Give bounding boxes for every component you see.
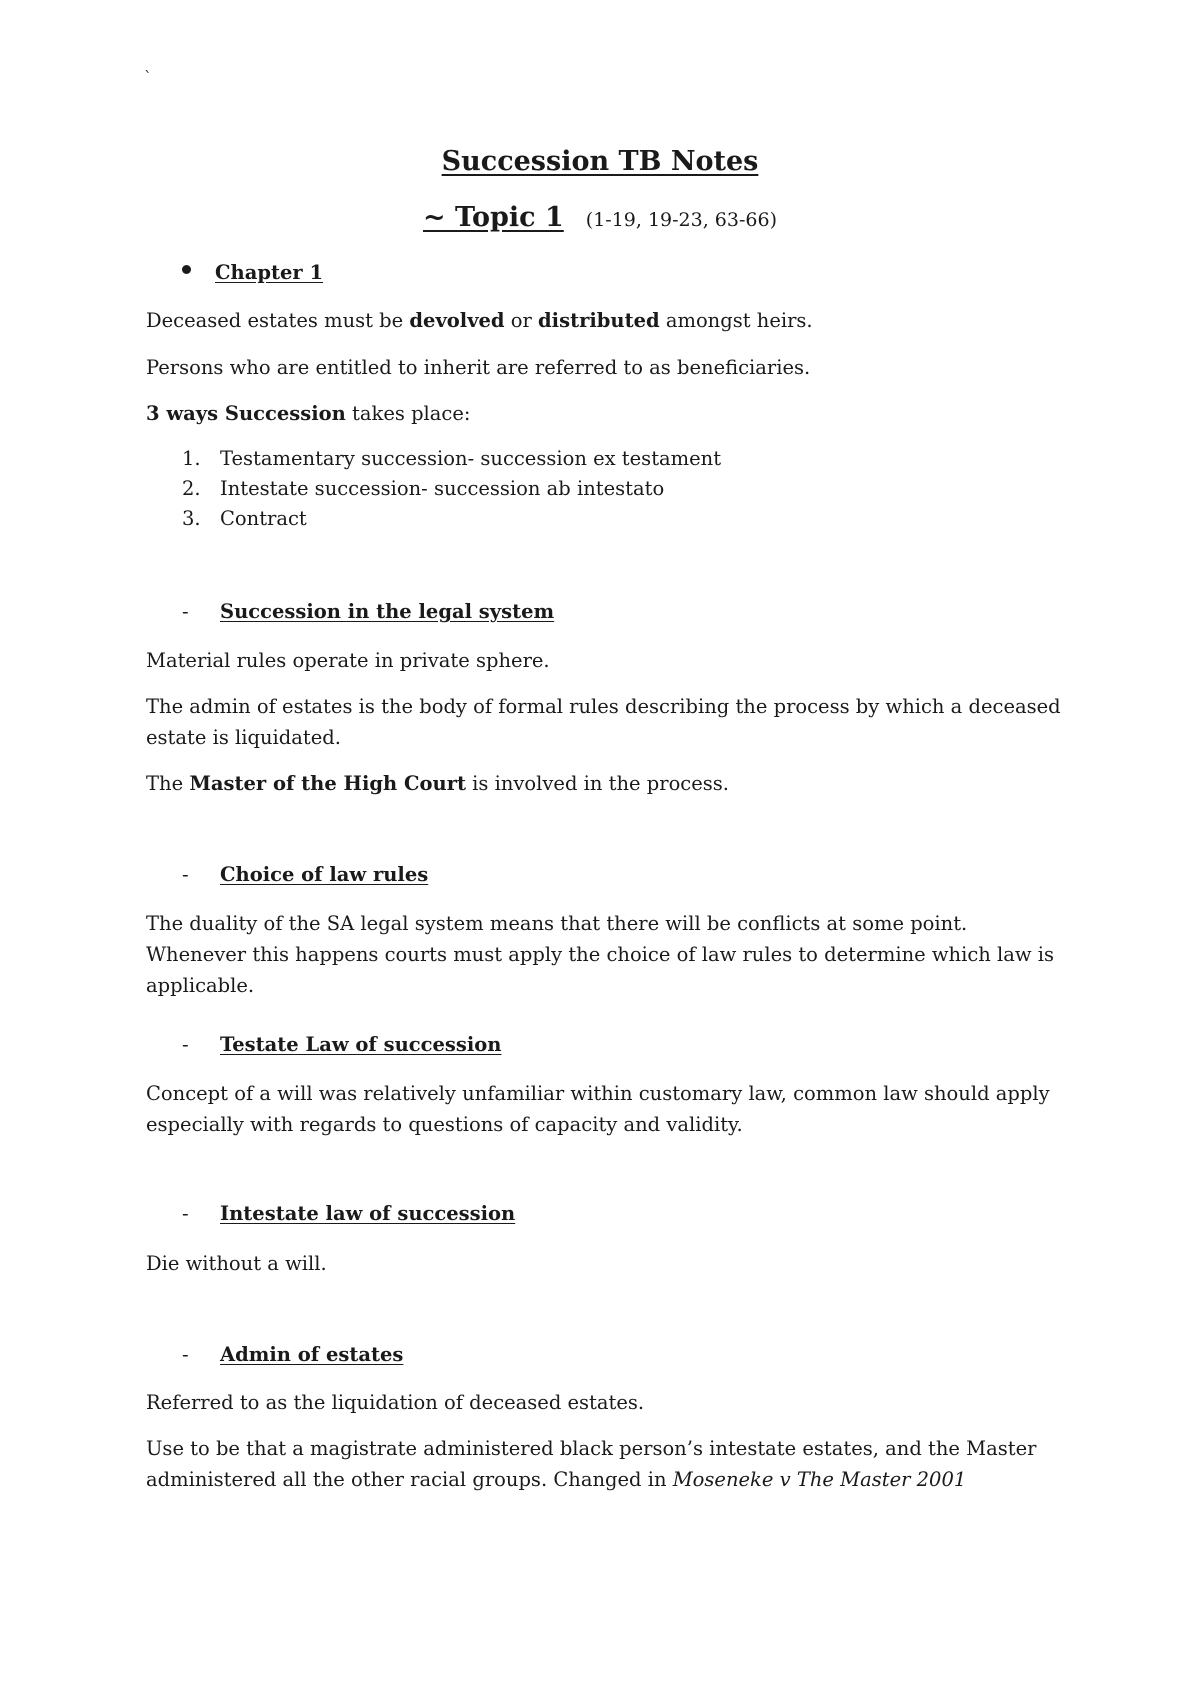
legal-system-paragraph-1: Material rules operate in private sphere. bbox=[146, 649, 550, 672]
chapter-bullet bbox=[182, 261, 323, 284]
testate-paragraph: Concept of a will was relatively unfamiliar within customary law, common law should apply especially with regards to questions of capacity and validity. bbox=[146, 1082, 1050, 1136]
admin-paragraph-2 bbox=[146, 1433, 1066, 1495]
numbered-list bbox=[182, 444, 721, 534]
dash-marker: - bbox=[182, 1033, 189, 1056]
list-item bbox=[182, 474, 721, 504]
text-run: Use to be that a magistrate administered black person’s intestate estates, and the Master administered all the other racial groups. Changed in bbox=[146, 1437, 1037, 1491]
dash-marker: - bbox=[182, 600, 189, 623]
text-run: is involved in the process. bbox=[465, 772, 729, 795]
bold-text-distributed: distributed bbox=[538, 309, 660, 332]
topic-heading: ~ Topic 1 bbox=[422, 202, 564, 233]
bold-text-3-ways: 3 ways Succession bbox=[146, 402, 346, 425]
topic-page-range: (1-19, 19-23, 63-66) bbox=[585, 209, 777, 231]
list-item bbox=[182, 504, 721, 534]
legal-system-paragraph-2: The admin of estates is the body of formal rules describing the process by which a deceased estate is liquidated. bbox=[146, 695, 1061, 749]
section-heading-testate bbox=[182, 1033, 501, 1056]
legal-system-paragraph-3 bbox=[146, 768, 1066, 799]
section-title: Testate Law of succession bbox=[220, 1033, 502, 1056]
text-run: The bbox=[146, 772, 190, 795]
section-heading-admin bbox=[182, 1343, 403, 1366]
text-run: takes place: bbox=[345, 402, 471, 425]
bold-text-master: Master of the High Court bbox=[189, 772, 466, 795]
document-title: Succession TB Notes bbox=[441, 146, 759, 177]
dash-marker: - bbox=[182, 1343, 189, 1366]
intro-paragraph-1 bbox=[146, 305, 1066, 336]
section-heading-legal-system bbox=[182, 600, 554, 623]
list-number: 1. bbox=[182, 447, 201, 470]
section-title: Admin of estates bbox=[220, 1343, 404, 1366]
list-number: 2. bbox=[182, 477, 201, 500]
chapter-heading: Chapter 1 bbox=[215, 261, 324, 284]
dash-marker: - bbox=[182, 863, 189, 886]
bold-text-devolved: devolved bbox=[409, 309, 505, 332]
list-item bbox=[182, 444, 721, 474]
italic-case-citation: Moseneke v The Master 2001 bbox=[672, 1468, 967, 1491]
section-title: Intestate law of succession bbox=[220, 1202, 516, 1225]
header-mark: ` bbox=[144, 68, 152, 87]
dash-marker: - bbox=[182, 1202, 189, 1225]
section-title: Choice of law rules bbox=[220, 863, 429, 886]
list-text: Contract bbox=[220, 507, 307, 530]
bullet-icon bbox=[182, 265, 191, 274]
intro-paragraph-3 bbox=[146, 398, 1066, 429]
admin-paragraph-1: Referred to as the liquidation of deceased estates. bbox=[146, 1391, 645, 1414]
list-text: Intestate succession- succession ab intestato bbox=[220, 477, 665, 500]
topic-line bbox=[0, 202, 1200, 233]
list-text: Testamentary succession- succession ex testament bbox=[220, 447, 722, 470]
section-title: Succession in the legal system bbox=[220, 600, 555, 623]
text-run: Deceased estates must be bbox=[146, 309, 410, 332]
section-heading-intestate bbox=[182, 1202, 515, 1225]
choice-of-law-paragraph: The duality of the SA legal system means that there will be conflicts at some point. Whenever this happens courts must apply the choice of law rules to determine which law is applicable. bbox=[146, 912, 1055, 997]
section-heading-choice-of-law bbox=[182, 863, 428, 886]
intestate-paragraph: Die without a will. bbox=[146, 1252, 327, 1275]
list-number: 3. bbox=[182, 507, 201, 530]
intro-paragraph-2: Persons who are entitled to inherit are referred to as beneficiaries. bbox=[146, 356, 811, 379]
text-run: or bbox=[504, 309, 539, 332]
text-run: amongst heirs. bbox=[659, 309, 813, 332]
